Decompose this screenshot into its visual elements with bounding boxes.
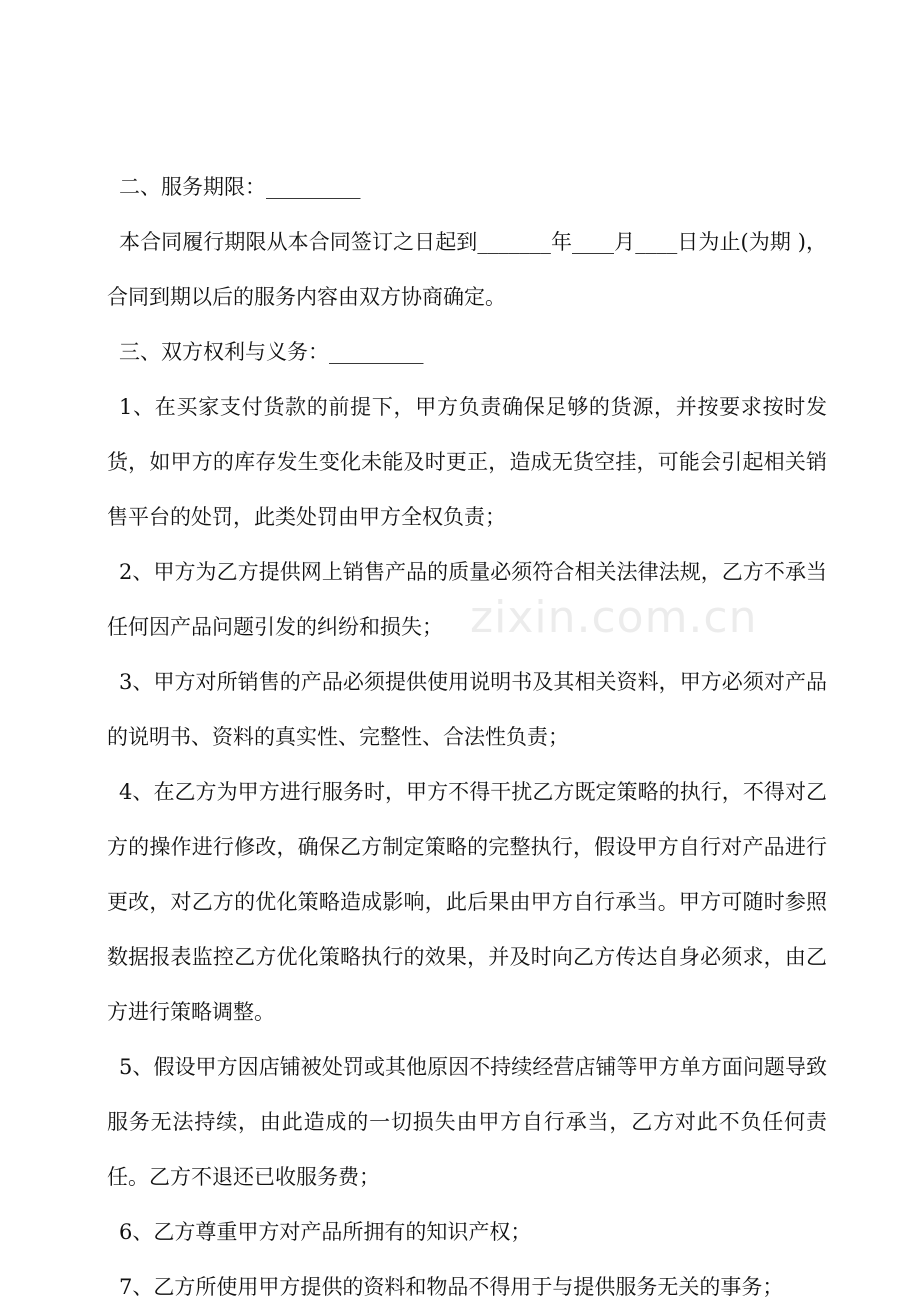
clause-6: 6、乙方尊重甲方对产品所拥有的知识产权； — [119, 1220, 532, 1244]
clause-2: 2、甲方为乙方提供网上销售产品的质量必须符合相关法律法规，乙方不承当任何因产品问题引发的纠纷和损失； — [107, 560, 827, 639]
clause-7: 7、乙方所使用甲方提供的资料和物品不得用于与提供服务无关的事务； — [119, 1275, 784, 1299]
section-2-heading: 二、服务期限：_________ — [119, 175, 361, 199]
section-3-heading: 三、双方权利与义务：_________ — [119, 340, 424, 364]
clause-5: 5、假设甲方因店铺被处罚或其他原因不持续经营店铺等甲方单方面问题导致服务无法持续，由此造成的一切损失由甲方自行承当，乙方对此不负任何责任。乙方不退还已收服务费； — [107, 1055, 827, 1189]
section-2-body: 本合同履行期限从本合同签订之日起到_______年____月____日为止(为期 )，合同到期以后的服务内容由双方协商确定。 — [107, 230, 827, 309]
clause-3: 3、甲方对所销售的产品必须提供使用说明书及其相关资料，甲方必须对产品的说明书、资料的真实性、完整性、合法性负责； — [107, 670, 827, 749]
document-body — [107, 160, 827, 1315]
clause-4: 4、在乙方为甲方进行服务时，甲方不得干扰乙方既定策略的执行，不得对乙方的操作进行修改，确保乙方制定策略的完整执行，假设甲方自行对产品进行更改，对乙方的优化策略造成影响，此后果由甲方自行承当。甲方可随时参照数据报表监控乙方优化策略执行的效果，并及时向乙方传达自身必须求，由乙方进行策略调整。 — [107, 780, 827, 1024]
clause-1: 1、在买家支付货款的前提下，甲方负责确保足够的货源，并按要求按时发货，如甲方的库存发生变化未能及时更正，造成无货空挂，可能会引起相关销售平台的处罚，此类处罚由甲方全权负责； — [107, 395, 827, 529]
watermark-text: zixin.com.cn — [470, 592, 758, 643]
